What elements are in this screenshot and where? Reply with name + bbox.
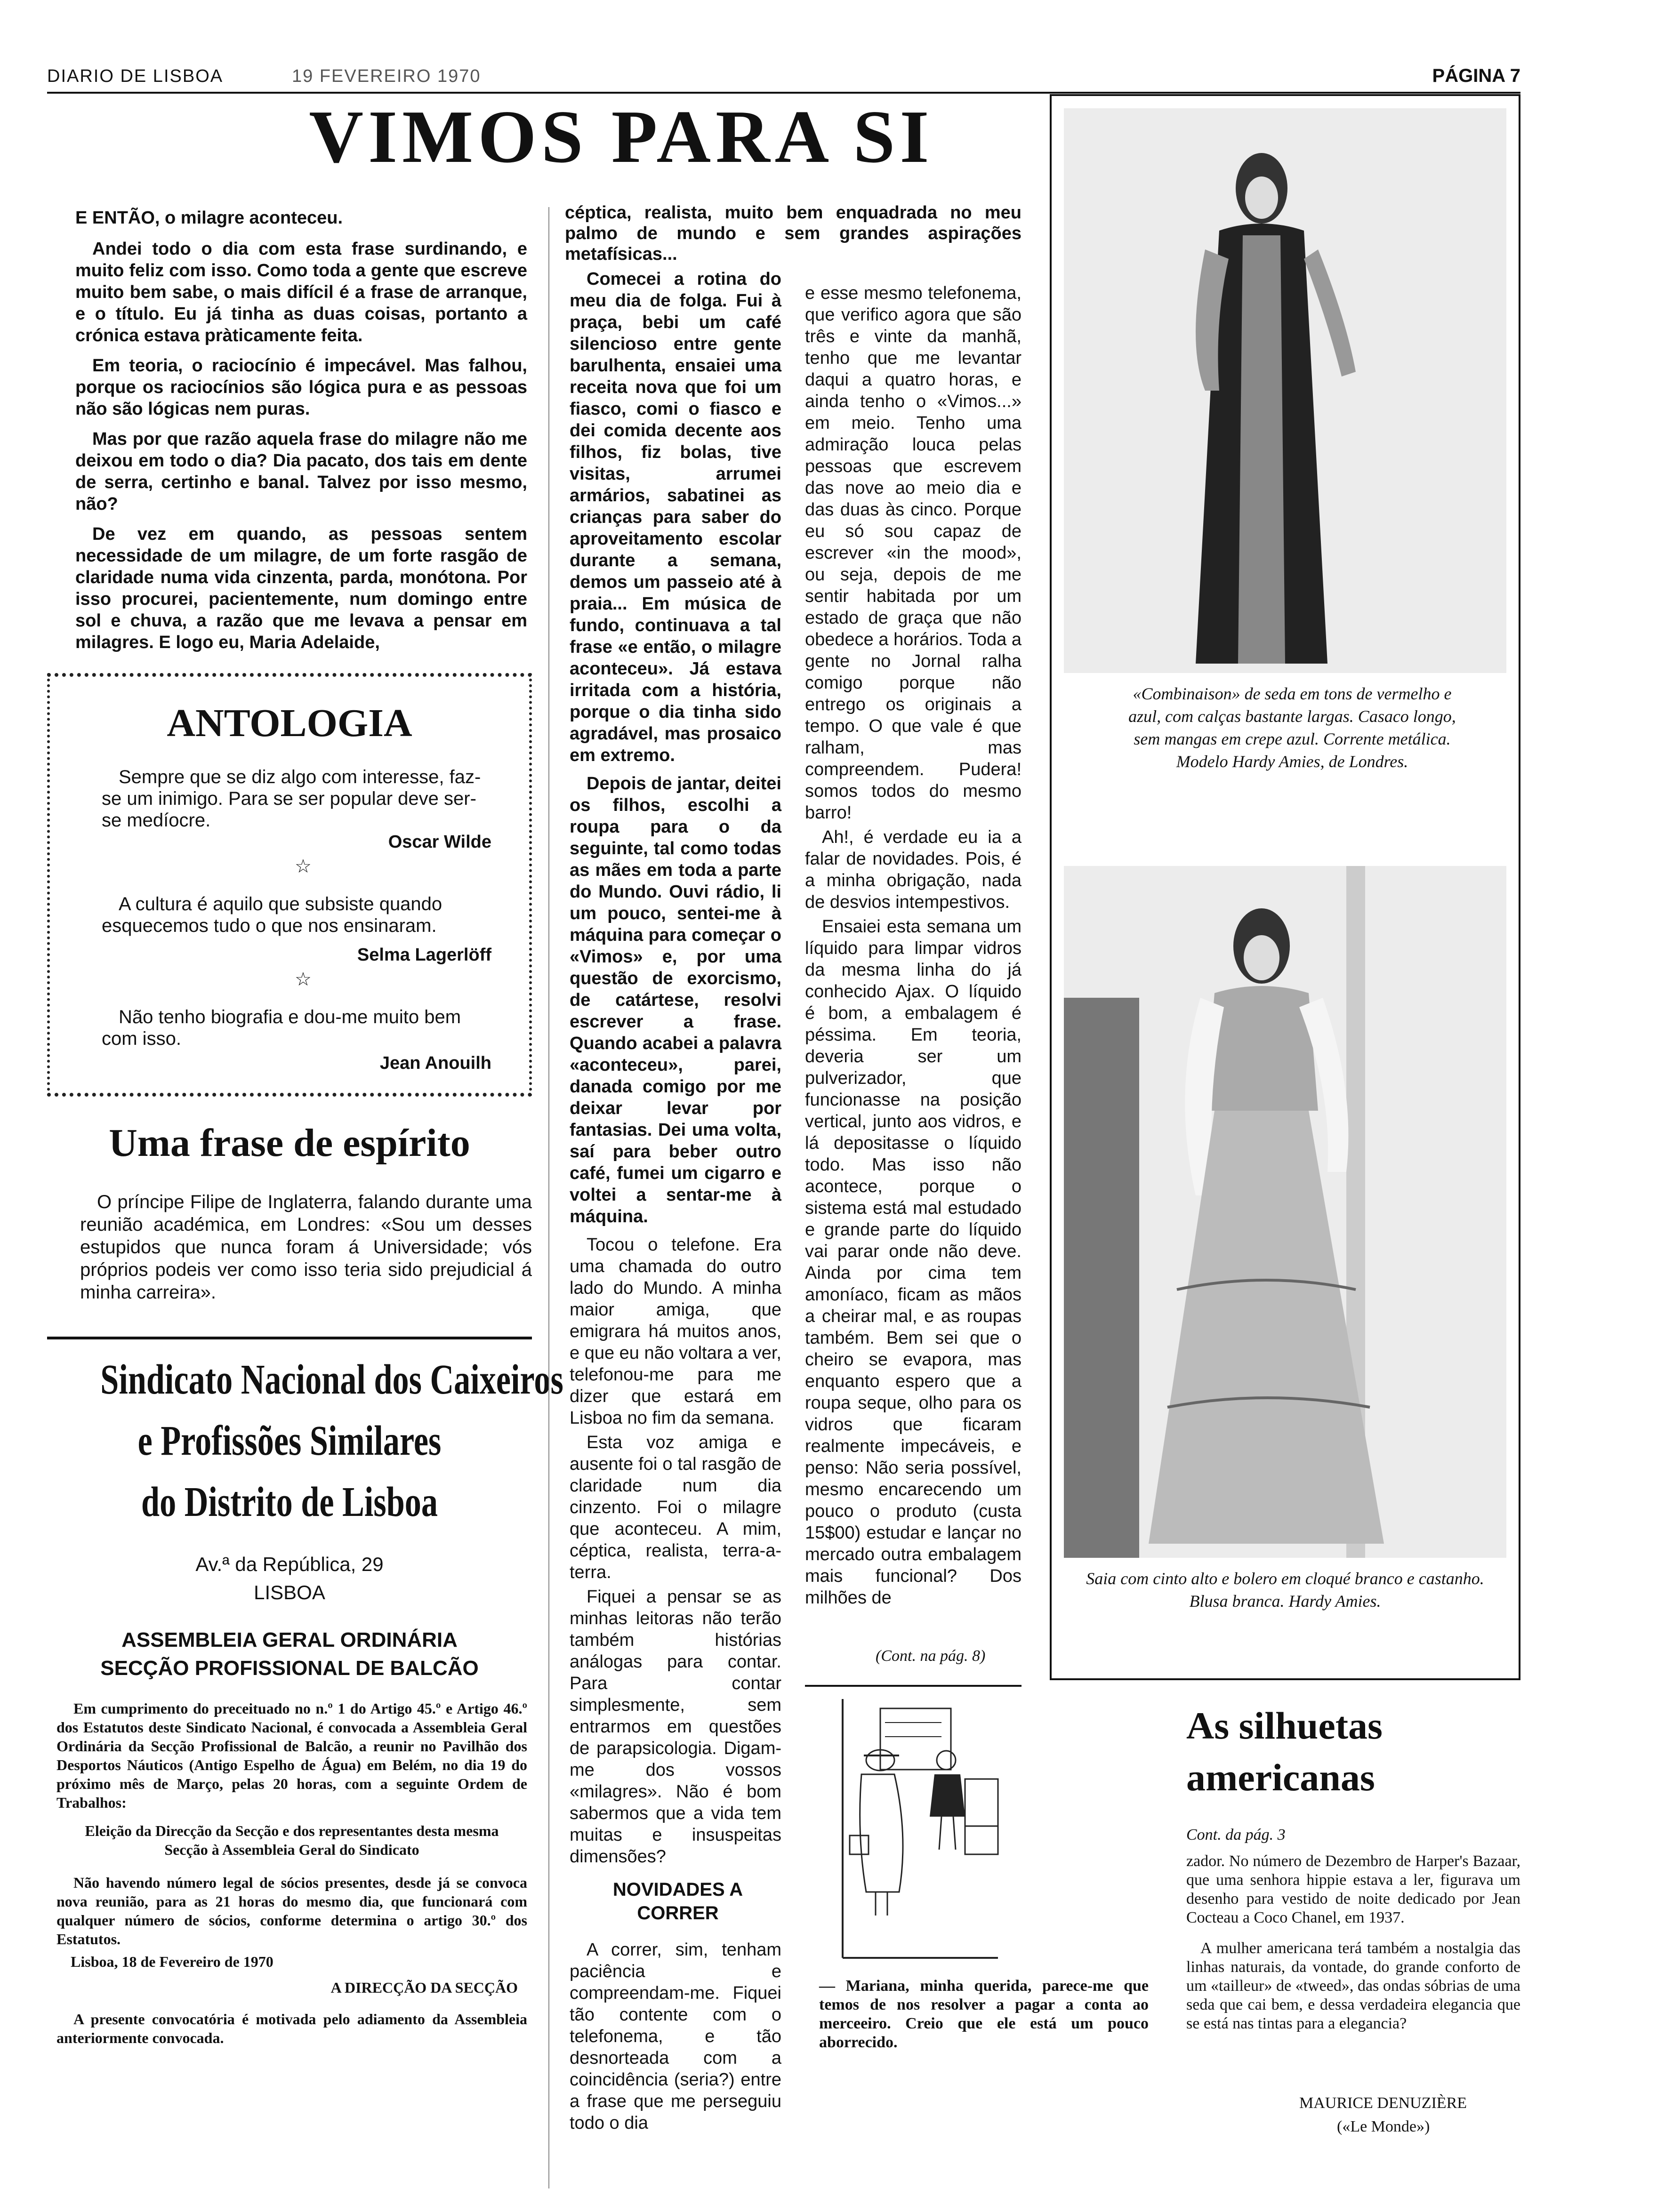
fashion-photo-2 [1064, 866, 1506, 1558]
sindicato-address: Av.ª da República, 29 [195, 1553, 384, 1575]
article-col3-p1: e esse mesmo telefonema, que verifico agora que são três e vinte da manhã, tenho que me levantar daqui a quatro horas, e ainda tenho o «Vimos...» em meio. Tenho uma admiração louca pelas pessoas que escrevem das nove ao meio dia e das duas às cinco. Porque eu só sou capaz de escrever «in the mood», ou seja, depois de me sentir habitada por um estado de graça que não obedece a horários. Toda a gente no Jornal ralha comigo porque não entrego os originais a tempo. O que vale é que ralham, mas compreendem. Pudera! somos todos do mesmo barro! [805, 283, 1022, 823]
quote-1: Sempre que se diz algo com interesse, faz-se um inimigo. Para se ser popular deve ser-se medíocre. [102, 767, 481, 831]
quote-1-author: Oscar Wilde [388, 832, 491, 852]
sindicato-signature: A DIRECÇÃO DA SECÇÃO [330, 1979, 518, 1996]
antologia-title: ANTOLOGIA [167, 701, 412, 745]
main-title: VIMOS PARA SI [309, 95, 934, 178]
article-p4: Mas por que razão aquela frase do milagre não me deixou em todo o dia? Dia pacato, dos tais em dente de serra, certinho e banal. Talvez por isso mesmo, não? [75, 429, 527, 514]
silhuetas-title-1: As silhuetas [1186, 1704, 1383, 1747]
article-col1 [75, 207, 527, 653]
article-p1: E ENTÃO, o milagre aconteceu. [75, 208, 343, 228]
page-number: PÁGINA 7 [1432, 65, 1520, 86]
section-rule [805, 1685, 1022, 1687]
header-rule [47, 92, 1520, 94]
silhuetas-title-2: americanas [1186, 1756, 1375, 1799]
article-col2-end: A correr, sim, tenham paciência e compreendam-me. Fiquei tão contente com o telefonema, e tão desnorteada com a coincidência (seria?) entre a frase que me perseguiu todo o dia [570, 1940, 781, 2133]
article-col2-p4: Esta voz amiga e ausente foi o tal rasgão de claridade num dia cinzento. Foi o milagre que aconteceu. A mim, céptica, realista, terra-a-terra. [570, 1433, 781, 1582]
star-icon: ☆ [295, 856, 312, 877]
silhuetas-source: («Le Monde») [1337, 2118, 1430, 2135]
frase-text: O príncipe Filipe de Inglaterra, falando durante uma reunião académica, em Londres: «Sou um desses estupidos que nunca foram á Universidade; vós próprios podeis ver como isso teria sido prejudicial á minha carreira». [80, 1192, 532, 1303]
article-col3-p3: Ensaiei esta semana um líquido para limpar vidros da mesma linha do já conhecido Ajax. O líquido é bom, a embalagem é péssima. Em teoria, deveria ser um pulverizador, que funcionasse na posição vertical, junto aos vidros, e lá depositasse o líquido todo. Mas isso não acontece, porque o sistema está mal estudado e grande parte do líquido vai parar onde não deve. Ainda por cima tem amoníaco, ficam as mãos a cheirar mal, e as roupas também. Bem sei que o cheiro se evapora, mas enquanto espero que a roupa seque, olho para os vidros que ficaram realmente impecáveis, e penso: Não seria possível, mesmo encarecendo um pouco o produto (custa 15$00) estudar e lançar no mercado outra embalagem mais funcional? Dos milhões de [805, 917, 1022, 1608]
cartoon-drawing [810, 1694, 1149, 1977]
article-col2-p5: Fiquei a pensar se as minhas leitoras não terão também histórias análogas para contar. Para contar simplesmente, sem entrarmos em questões de parapsicologia. Digam-me dos vossos «milagres». Não é bom sabermos que a vida tem muitas e insuspeitas dimensões? [570, 1587, 781, 1867]
sindicato-body-2: Eleição da Direcção da Secção e dos representantes desta mesma Secção à Assembleia Geral do Sindicato [85, 1822, 499, 1858]
page-header [47, 64, 1520, 92]
antologia-box [47, 673, 532, 1097]
frase-title: Uma frase de espírito [109, 1121, 470, 1165]
sindicato-city: LISBOA [254, 1581, 325, 1603]
assembleia-heading: ASSEMBLEIA GERAL ORDINÁRIA [121, 1628, 458, 1651]
section-rule [47, 1337, 532, 1339]
article-p2: Andei todo o dia com esta frase surdinando, e muito feliz com isso. Como toda a gente que escreve muito bem sabe, o mais difícil é a frase de arranque, e o título. Eu já tinha as duas coisas, portanto a crónica estava pràticamente feita. [75, 239, 527, 345]
cartoon-caption: — Mariana, minha querida, parece-me que temos de nos resolver a pagar a conta ao merceeiro. Creio que ele está um pouco aborrecido. [819, 1977, 1149, 2051]
cartoon [810, 1694, 1149, 1977]
photo-1-figure [1064, 108, 1506, 673]
sindicato-body-4: A presente convocatória é motivada pelo adiamento da Assembleia anteriormente convocada. [56, 2011, 527, 2046]
silhuetas-p1: zador. No número de Dezembro de Harper's Bazaar, que uma senhora hippie estava a ler, figurava um desenho para vestido de noite dedicado por Jean Cocteau a Coco Chanel, em 1937. [1186, 1852, 1520, 1926]
issue-date: 19 FEVEREIRO 1970 [292, 66, 481, 86]
article-col3 [805, 282, 1022, 1609]
quote-3-author: Jean Anouilh [379, 1053, 491, 1073]
sindicato-title-1: Sindicato Nacional dos Caixeiros [100, 1356, 563, 1403]
column-rule [548, 207, 549, 2188]
seccao-heading: SECÇÃO PROFISSIONAL DE BALCÃO [100, 1657, 479, 1680]
quote-2: A cultura é aquilo que subsiste quando esquecemos tudo o que nos ensinaram. [102, 894, 442, 936]
quote-2-author: Selma Lagerlöff [357, 945, 491, 965]
sindicato-body-3: Não havendo número legal de sócios presentes, desde já se convoca nova reunião, para as 21 horas do mesmo dia, que funcionará com qualquer número de sócios, conforme determina o artigo 30.º dos Estatutos. [56, 1874, 527, 1948]
article-col2-top: céptica, realista, muito bem enquadrada no meu palmo de mundo e sem grandes aspirações metafísicas... [565, 203, 1022, 264]
silhuetas-author: MAURICE DENUZIÈRE [1299, 2094, 1467, 2112]
sindicato-title-3: do Distrito de Lisboa [141, 1479, 438, 1525]
article-p3: Em teoria, o raciocínio é impecável. Mas falhou, porque os raciocínios são lógica pura e as pessoas não são lógicas nem puras. [75, 356, 527, 419]
sindicato-body-1: Em cumprimento do preceituado no n.º 1 do Artigo 45.º e Artigo 46.º dos Estatutos deste Sindicato Nacional, é convocada a Assembleia Geral Ordinária da Secção Profissional de Balcão, a reunir no Pavilhão dos Desportos Náuticos (Antigo Espelho de Água) em Belém, no dia 19 do próximo mês de Março, pelas 20 horas, com a seguinte Ordem de Trabalhos: [56, 1700, 527, 1811]
silhuetas-cont: Cont. da pág. 3 [1186, 1826, 1286, 1843]
article-p5: De vez em quando, as pessoas sentem necessidade de um milagre, de um forte rasgão de claridade numa vida cinzenta, parda, monótona. Por isso procurei, pacientemente, num domingo entre sol e chuva, a razão que me levava a pensar em milagres. E logo eu, Maria Adelaide, [75, 524, 527, 652]
photo-1-caption: «Combinaison» de seda em tons de vermelho e azul, com calças bastante largas. Casaco longo, sem mangas em crepe azul. Corrente metálica. Modelo Hardy Amies, de Londres. [1128, 684, 1456, 771]
article-col2-p2: Depois de jantar, deitei os filhos, escolhi a roupa para o da seguinte, tal como todas as mães em toda a parte do Mundo. Ouvi rádio, li um pouco, sentei-me à máquina para começar o «Vimos» e, por uma questão de exorcismo, de catártese, resolvi escrever a frase. Quando acabei a palavra «aconteceu», parei, danada comigo por me deixar levar por fantasias. Dei uma volta, saí para beber outro café, fumei um cigarro e voltei a sentar-me à máquina. [570, 774, 781, 1226]
article-continued: (Cont. na pág. 8) [876, 1647, 986, 1665]
photo-2-caption: Saia com cinto alto e bolero em cloqué branco e castanho. Blusa branca. Hardy Amies. [1086, 1569, 1484, 1611]
silhuetas-p2: A mulher americana terá também a nostalgia das linhas naturais, da vontade, do grande conforto de um «tailleur» de «tweed», das ondas sóbrias de uma seda que cai bem, e dessa verdadeira elegancia que se está nas tintas para a elegancia? [1186, 1940, 1520, 2032]
photo-2-figure [1064, 866, 1506, 1558]
paper-name: DIARIO DE LISBOA [47, 66, 224, 86]
quote-3: Não tenho biografia e dou-me muito bem com isso. [102, 1007, 461, 1049]
article-col2-p1: Comecei a rotina do meu dia de folga. Fui à praça, bebi um café silencioso entre gente barulhenta, ensaiei uma receita nova que foi um fiasco, comi o fiasco e dei comida decente aos filhos, fiz bolas, tive visitas, arrumei armários, sabatinei as crianças para saber do aproveitamento escolar durante a semana, demos um passeio até à praia... Em música de fundo, continuava a tal frase «e então, o milagre aconteceu». Já estava irritada com a história, porque o dia tinha sido agradável, mas prosaico em extremo. [570, 269, 781, 765]
fashion-photo-1 [1064, 108, 1506, 673]
star-icon: ☆ [295, 969, 312, 990]
novidades-heading: NOVIDADES A CORRER [612, 1879, 743, 1923]
sindicato-date: Lisboa, 18 de Fevereiro de 1970 [71, 1953, 273, 1970]
article-col2-p3: Tocou o telefone. Era uma chamada do outro lado do Mundo. A minha maior amiga, que emigrara há muitos anos, e que eu não voltara a ver, telefonou-me para me dizer que estará em Lisboa no fim da semana. [570, 1235, 781, 1428]
sindicato-title-2: e Profissões Similares [137, 1418, 442, 1464]
article-col3-p2: Ah!, é verdade eu ia a falar de novidades. Pois, é a minha obrigação, nada de desvios intempestivos. [805, 827, 1022, 912]
article-col2 [570, 268, 781, 1867]
